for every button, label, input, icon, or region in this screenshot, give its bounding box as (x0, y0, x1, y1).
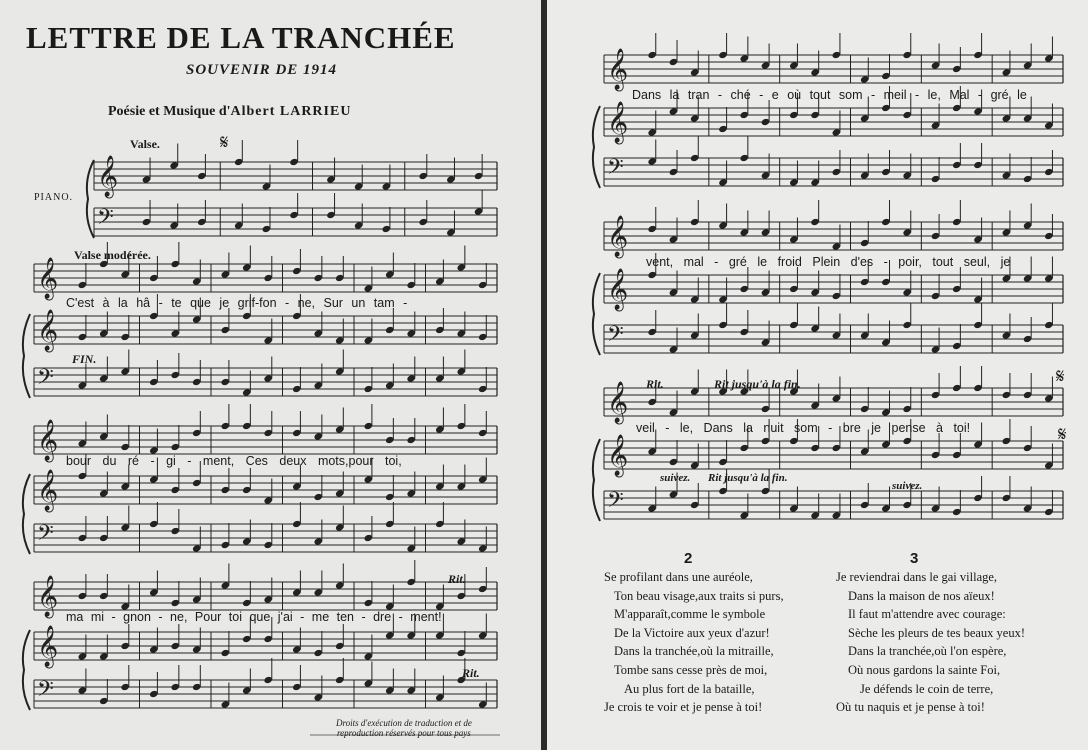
treble-clef: 𝄞 (607, 102, 629, 143)
treble-clef: 𝄞 (37, 576, 59, 617)
suivez-mark-2: suivez. (892, 480, 923, 492)
fin-mark: FIN. (72, 352, 97, 366)
treble-clef: 𝄞 (37, 470, 59, 511)
treble-clef: 𝄞 (607, 216, 629, 257)
verse-line: Je reviendrai dans le gai village, (836, 570, 998, 584)
lyric-line: veil - le, Dans la nuit som - bre je pense à toi! (636, 421, 971, 435)
tempo-valse: Valse. (130, 137, 160, 151)
credit-prefix: Poésie et Musique d' (108, 104, 231, 119)
bass-clef: 𝄢 (607, 155, 624, 185)
verse-line: Sèche les pleurs de tes beaux yeux! (848, 625, 1026, 640)
verse-2 (604, 568, 784, 717)
verse-line: Se profilant dans une auréole, (604, 570, 753, 584)
composer-credit (108, 104, 351, 120)
treble-clef: 𝄞 (37, 310, 59, 351)
rit-mark-left-bass: Rit. (462, 666, 480, 680)
verse-line: Ton beau visage,aux traits si purs, (614, 588, 784, 603)
bass-clef: 𝄢 (37, 677, 54, 707)
verse-line: Tombe sans cesse près de moi, (614, 662, 768, 677)
piano-label: PIANO. (34, 192, 74, 203)
rit-mark-right: Rit. (646, 377, 664, 391)
lyric-line: C'est à la hâ - te que je grif-fon - ne, Sur un tam - (66, 296, 408, 310)
suivez-mark: suivez. (660, 472, 691, 484)
verse-line: Où nous gardons la sainte Foi, (848, 662, 1001, 677)
system-brace (23, 314, 30, 398)
system-brace (23, 474, 30, 554)
lyric-line: vent, mal - gré le froid Plein d'es - poir, tout seul, je (646, 255, 1011, 269)
treble-clef: 𝄞 (607, 382, 629, 423)
bass-clef: 𝄢 (97, 205, 114, 235)
bass-clef: 𝄢 (37, 521, 54, 551)
treble-clef: 𝄞 (607, 49, 629, 90)
verse-line: Dans la maison de nos aïeux! (848, 588, 995, 603)
segno-end-1: 𝄋 (1056, 366, 1065, 388)
verse-line: De la Victoire aux yeux d'azur! (614, 625, 770, 640)
bass-clef: 𝄢 (37, 365, 54, 395)
verse-3 (836, 568, 1025, 717)
system-brace (593, 273, 600, 355)
treble-clef: 𝄞 (607, 435, 629, 476)
copyright-line: Droits d'exécution de traduction et de (336, 718, 472, 728)
system-brace (593, 106, 600, 188)
verse-line: Dans la tranchée,où l'on espère, (848, 644, 1007, 659)
treble-clef: 𝄞 (607, 269, 629, 310)
rit-mark-left: Rit. (448, 572, 466, 586)
tempo-valse-moderee: Valse modérée. (74, 248, 151, 262)
copyright-notice (336, 718, 472, 738)
verse-number: 3 (910, 550, 919, 567)
composer-name: Albert LARRIEU (230, 104, 352, 119)
rit-jusqua-la-fin: Rit jusqu'à la fin. (714, 377, 801, 391)
lyric-line: bour du ré - gi - ment, Ces deux mots,pour toi, (66, 454, 402, 468)
verse-line: Je crois te voir et je pense à toi! (604, 700, 763, 715)
verse-number: 2 (684, 550, 693, 567)
bass-clef: 𝄢 (607, 322, 624, 352)
verse-line: M'apparaît,comme le symbole (614, 607, 766, 622)
treble-clef: 𝄞 (37, 420, 59, 461)
rit-jusqua-la-fin-piano: Rit jusqu'à la fin. (708, 472, 788, 484)
system-brace (23, 630, 30, 710)
lyric-line: Dans la tran - ché - e où tout som - meil - le, Mal - gré le (632, 88, 1027, 102)
segno-end-2: 𝄋 (1058, 424, 1067, 446)
verse-line: Où tu naquis et je pense à toi! (836, 700, 985, 715)
verse-line: Dans la tranchée,où la mitraille, (614, 644, 774, 659)
lyric-line: ma mi - gnon - ne, Pour toi que j'ai - me ten - dre - ment! (66, 610, 442, 624)
treble-clef: 𝄞 (37, 258, 59, 299)
verse-line: Je défends le coin de terre, (860, 681, 994, 696)
verse-line: Il faut m'attendre avec courage: (848, 607, 1006, 622)
segno-mark: 𝄋 (220, 132, 229, 154)
bass-clef: 𝄢 (607, 488, 624, 518)
system-brace (87, 160, 94, 238)
treble-clef: 𝄞 (37, 626, 59, 667)
treble-clef: 𝄞 (97, 156, 119, 197)
song-subtitle: SOUVENIR DE 1914 (186, 62, 338, 78)
system-brace (593, 439, 600, 521)
copyright-line: reproduction réservés pour tous pays (336, 728, 471, 738)
song-title: LETTRE DE LA TRANCHÉE (26, 20, 456, 55)
verse-line: Au plus fort de la bataille, (624, 681, 755, 696)
